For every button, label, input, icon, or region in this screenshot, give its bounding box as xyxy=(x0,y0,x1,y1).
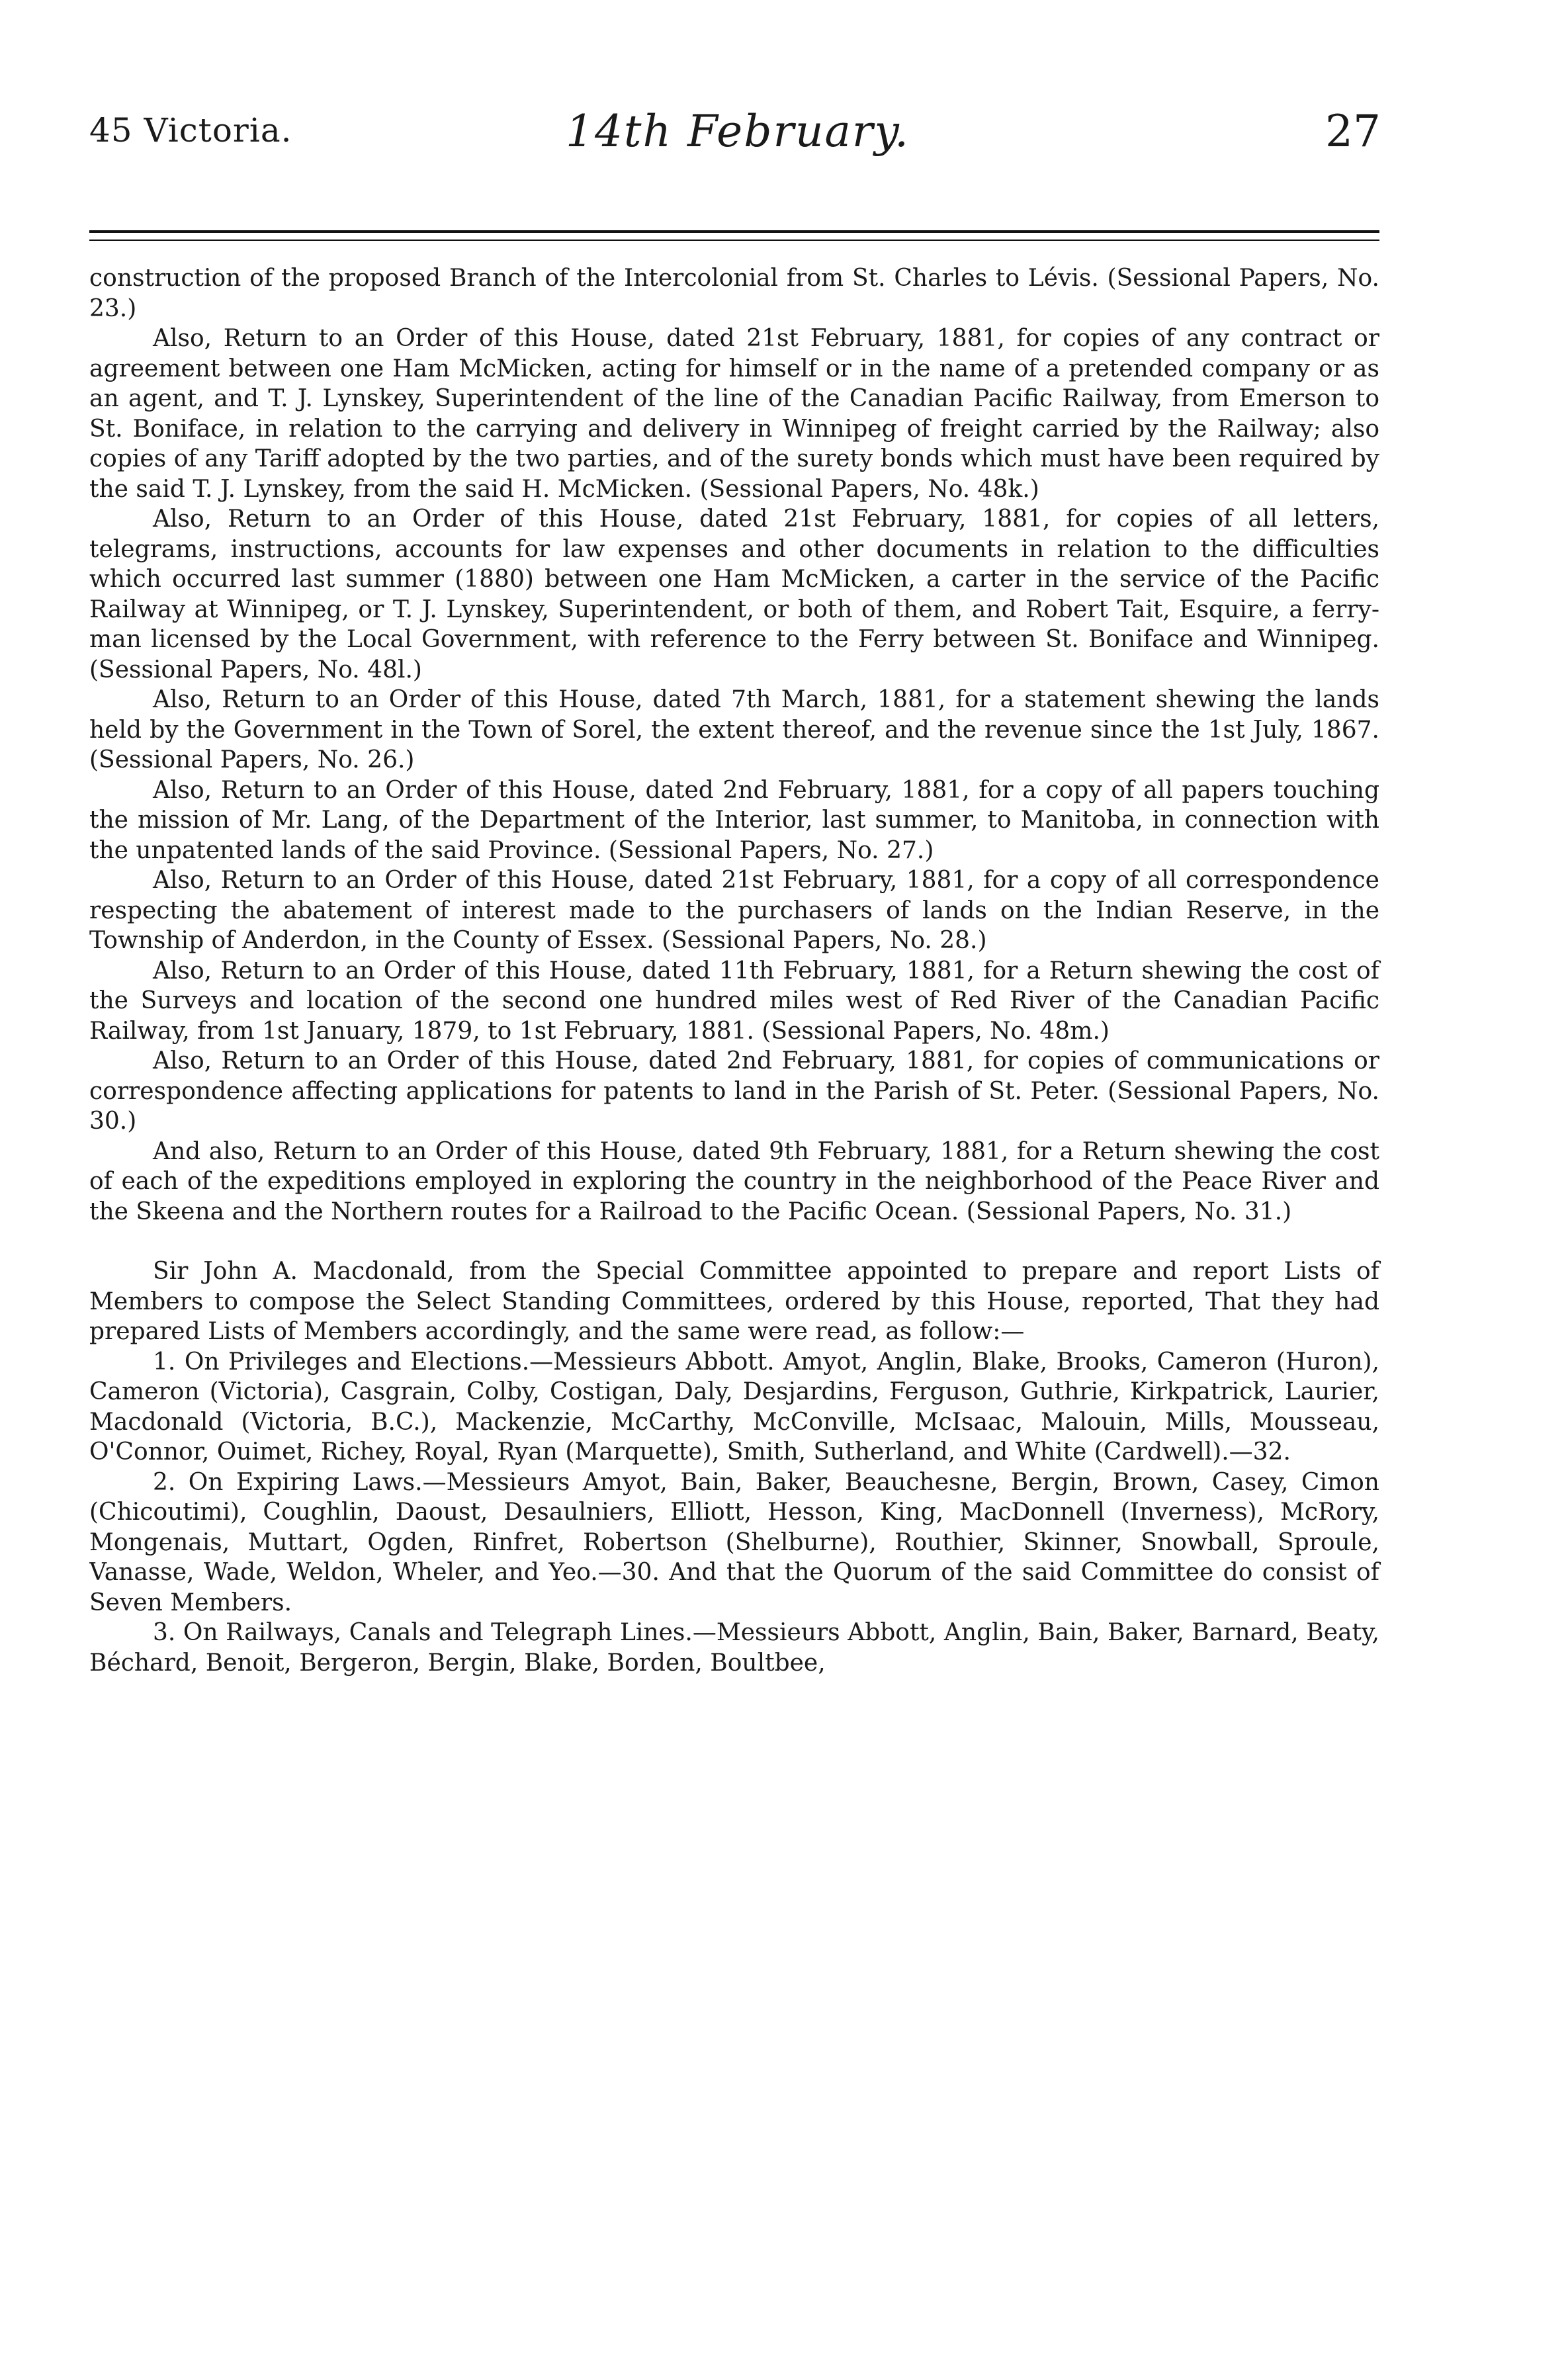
document-page xyxy=(89,99,1386,2316)
return-paragraph: Also, Return to an Order of this House, dated 2nd February, 1881, for copies of communications or correspondence affecting applications for patents to land in the Parish of St. Peter. (Sessional Papers, No. 30.) xyxy=(89,1047,1379,1135)
header-rule-thick xyxy=(89,230,1379,233)
header-rule-thin xyxy=(89,240,1379,241)
return-paragraph: Also, Return to an Order of this House, dated 21st February, 1881, for a copy of all correspondence respecting the abatement of interest made to the purchasers of lands on the Indian Reserve, in the Township of Anderdon, in the County of Essex. (Sessional Papers, No. 28.) xyxy=(89,867,1379,954)
return-paragraph: Also, Return to an Order of this House, dated 2nd February, 1881, for a copy of all papers touching the mission of Mr. Lang, of the Department of the Interior, last summer, to Manitoba, in connection with the unpatented lands of the said Province. (Sessional Papers, No. 27.) xyxy=(89,776,1379,864)
return-paragraph: Also, Return to an Order of this House, dated 7th March, 1881, for a statement shewing the lands held by the Government in the Town of Sorel, the extent thereof, and the revenue since the 1st July, 1867. (Sessional Papers, No. 26.) xyxy=(89,686,1379,773)
paragraph-continuation: construction of the proposed Branch of the Intercolonial from St. Charles to Lévis. (Sessional Papers, No. 23.) xyxy=(89,265,1379,322)
journal-body xyxy=(89,263,1379,1678)
return-paragraph: Also, Return to an Order of this House, dated 21st February, 1881, for copies of all letters, telegrams, instructions, accounts for law expenses and other documents in relation to the difficulties which occurred last summer (1880) between one Ham McMicken, a carter in the service of the Pacific Railway at Winnipeg, or T. J. Lynskey, Superintendent, or both of them, and Robert Tait, Esquire, a ferry-man licensed by the Local Government, with reference to the Ferry between St. Boniface and Winnipeg. (Sessional Papers, No. 48l.) xyxy=(89,505,1379,683)
committee-list-item: 1. On Privileges and Elections.—Messieurs Abbott. Amyot, Anglin, Blake, Brooks, Cameron (Huron), Cameron (Victoria), Casgrain, Colby, Costigan, Daly, Desjardins, Ferguson, Guthrie, Kirkpatrick, Laurier, Macdonald (Victoria, B.C.), Mackenzie, McCarthy, McConville, McIsaac, Malouin, Mills, Mousseau, O'Connor, Ouimet, Richey, Royal, Ryan (Marquette), Smith, Sutherland, and White (Cardwell).—32. xyxy=(89,1348,1379,1466)
return-paragraph: Also, Return to an Order of this House, dated 21st February, 1881, for copies of any contract or agreement between one Ham McMicken, acting for himself or in the name of a pretended company or as an agent, and T. J. Lynskey, Superintendent of the line of the Canadian Pacific Railway, from Emerson to St. Boniface, in relation to the carrying and delivery in Winnipeg of freight carried by the Railway; also copies of any Tariff adopted by the two parties, and of the surety bonds which must have been required by the said T. J. Lynskey, from the said H. McMicken. (Sessional Papers, No. 48k.) xyxy=(89,325,1379,503)
return-paragraph: And also, Return to an Order of this House, dated 9th February, 1881, for a Return shewing the cost of each of the expeditions employed in exploring the country in the neighborhood of the Peace River and the Skeena and the Northern routes for a Railroad to the Pacific Ocean. (Sessional Papers, No. 31.) xyxy=(89,1137,1379,1225)
committee-report-intro: Sir John A. Macdonald, from the Special Committee appointed to prepare and report Lists of Members to compose the Select Standing Committees, ordered by this House, reported, That they had prepared Lists of Members accordingly, and the same were read, as follow:— xyxy=(89,1258,1379,1345)
page-header xyxy=(89,99,1386,192)
return-paragraph: Also, Return to an Order of this House, dated 11th February, 1881, for a Return shewing the cost of the Surveys and location of the second one hundred miles west of Red River of the Canadian Pacific Railway, from 1st January, 1879, to 1st February, 1881. (Sessional Papers, No. 48m.) xyxy=(89,957,1379,1045)
page-date-title: 14th February. xyxy=(566,106,910,157)
section-gap xyxy=(89,1227,1379,1256)
session-label: 45 Victoria. xyxy=(89,111,292,150)
page-number: 27 xyxy=(1325,106,1381,157)
committee-list-item: 2. On Expiring Laws.—Messieurs Amyot, Bain, Baker, Beauchesne, Bergin, Brown, Casey, Cimon (Chicoutimi), Coughlin, Daoust, Desaulniers, Elliott, Hesson, King, MacDonnell (Inverness), McRory, Mongenais, Muttart, Ogden, Rinfret, Robertson (Shelburne), Routhier, Skinner, Snowball, Sproule, Vanasse, Wade, Weldon, Wheler, and Yeo.—30. And that the Quorum of the said Committee do consist of Seven Members. xyxy=(89,1468,1379,1616)
committee-list-item: 3. On Railways, Canals and Telegraph Lines.—Messieurs Abbott, Anglin, Bain, Baker, Barnard, Beaty, Béchard, Benoit, Bergeron, Bergin, Blake, Borden, Boultbee, xyxy=(89,1619,1379,1677)
